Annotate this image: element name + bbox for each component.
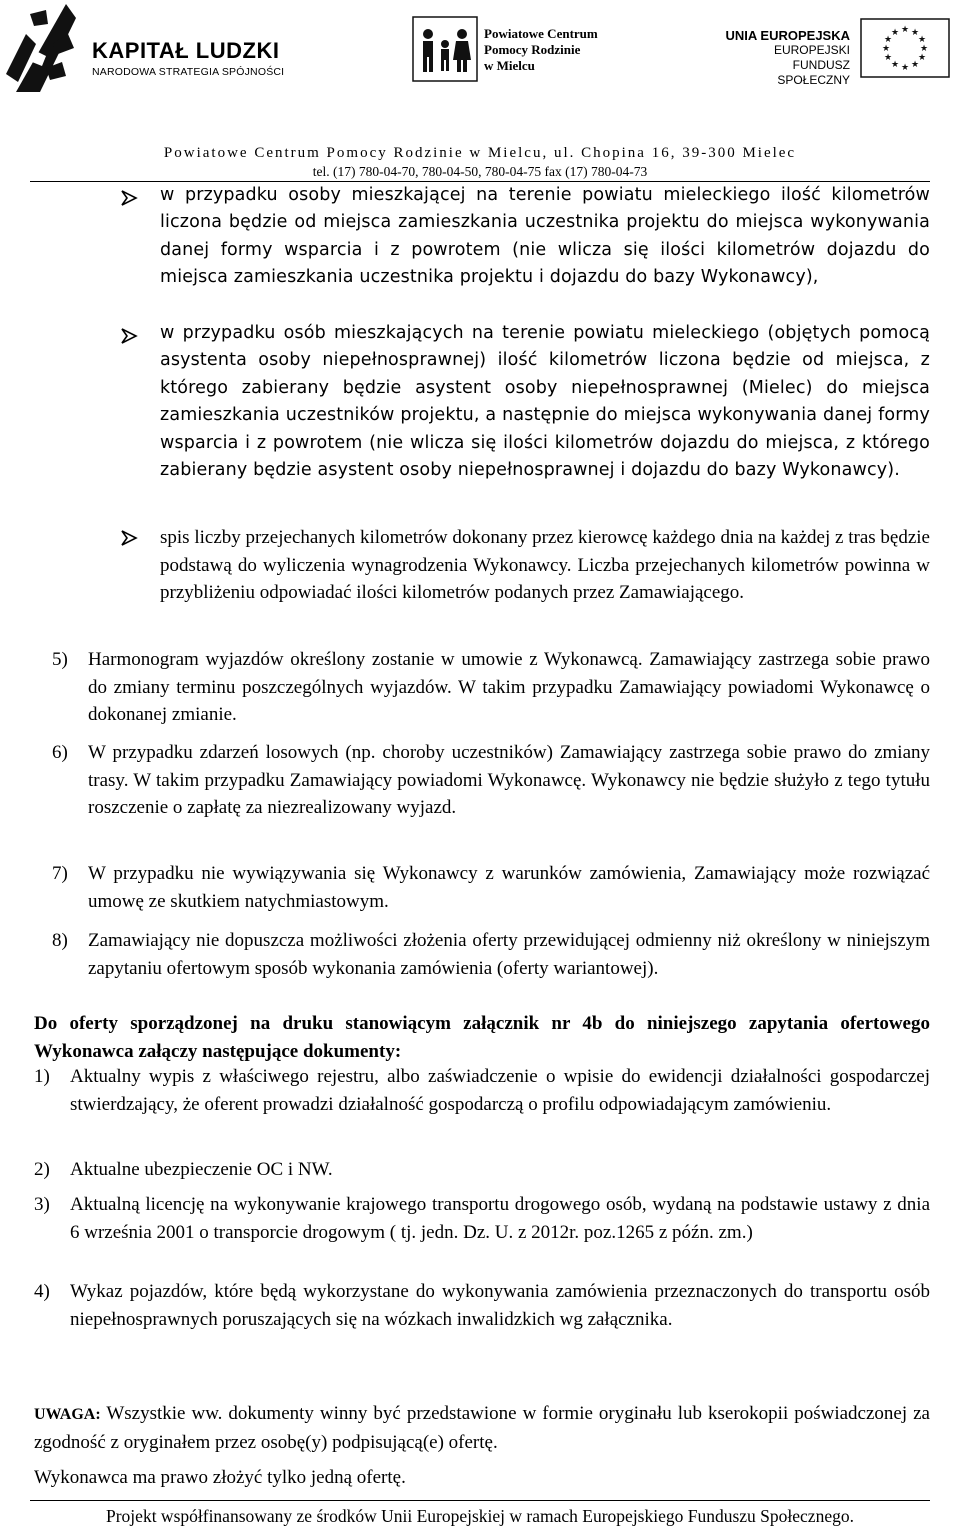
footer-text: Projekt współfinansowany ze środków Unii Europejskiej w ramach Europejskiego Funduszu Społecznego. <box>106 1506 854 1526</box>
eu-logo <box>720 18 956 87</box>
pcpr-logo <box>412 16 642 86</box>
eu-line-2: EUROPEJSKI <box>773 43 850 57</box>
point-text: W przypadku nie wywiązywania się Wykonawcy z warunków zamówienia, Zamawiający może rozwiązać umowę ze skutkiem natychmiastowym. <box>88 863 930 912</box>
svg-text:★: ★ <box>917 35 927 45</box>
family-icon <box>412 16 478 82</box>
kapital-ludzki-emblem-icon <box>6 4 86 94</box>
point-number: 6) <box>52 742 68 763</box>
point-number: 7) <box>52 863 68 884</box>
address-line: Powiatowe Centrum Pomocy Rodzinie w Mielcu, ul. Chopina 16, 39-300 Mielec <box>163 145 797 161</box>
svg-text:★: ★ <box>900 25 910 35</box>
header-logos <box>0 0 960 110</box>
bullet-item: w przypadku osób mieszkających na terenie powiatu mieleckiego (objętych pomocą asystenta osoby niepełnosprawnej) ilość kilometrów liczona będzie od miejsca, z którego zabierany będzie asystent osoby niepełnosprawnej (Mielec) do miejsca zamieszkania uczestników projektu, a następnie do miejsca wykonywania danej formy wsparcia i z powrotem (nie wlicza się ilości kilometrów dojazdu do miejsca, z którego zabierany będzie asystent osoby niepełnosprawnej i dojazdu do bazy Wykonawcy). <box>160 323 930 481</box>
footer-divider <box>30 1500 930 1501</box>
eu-line-3: FUNDUSZ SPOŁECZNY <box>777 58 850 87</box>
document-text: Aktualne ubezpieczenie OC i NW. <box>70 1159 333 1180</box>
pcpr-name <box>484 26 598 74</box>
document-text: Aktualną licencję na wykonywanie krajowego transportu drogowego osób, wydaną na podstawie ustawy z dnia 6 września 2001 o transporcie drogowym ( tj. jedn. Dz. U. z 2012r. poz.1265 z późn. zm.) <box>70 1194 930 1243</box>
point-number: 5) <box>52 649 68 670</box>
pcpr-line-2: Pomocy Rodzinie <box>484 42 581 57</box>
kapital-ludzki-logo <box>6 4 306 94</box>
svg-text:★: ★ <box>910 60 920 70</box>
point-text: Zamawiający nie dopuszcza możliwości złożenia oferty przewidującej odmienny niż określony w niniejszym zapytaniu ofertowym sposób wykonania zamówienia (oferty wariantowej). <box>88 930 930 979</box>
kl-title: KAPITAŁ LUDZKI <box>92 38 280 63</box>
phone-line: tel. (17) 780-04-70, 780-04-50, 780-04-75 fax (17) 780-04-73 <box>312 164 648 179</box>
svg-text:★: ★ <box>890 28 900 38</box>
arrow-bullet-icon <box>120 530 138 546</box>
document-text: Aktualny wypis z właściwego rejestru, albo zaświadczenie o wpisie do ewidencji działalności gospodarczej stwierdzający, że oferent prowadzi działalność gospodarczą o profilu odpowiadającym zamówieniu. <box>70 1066 930 1115</box>
kl-subtitle: NARODOWA STRATEGIA SPÓJNOŚCI <box>92 66 285 78</box>
pcpr-line-3: w Mielcu <box>484 58 535 73</box>
note-paragraph <box>34 1400 930 1456</box>
eu-text <box>720 28 850 88</box>
svg-text:★: ★ <box>883 53 893 63</box>
single-offer-note: Wykonawca ma prawo złożyć tylko jedną ofertę. <box>34 1467 406 1488</box>
document-number: 4) <box>34 1281 50 1302</box>
bullet-item: w przypadku osoby mieszkającej na terenie powiatu mieleckiego ilość kilometrów liczona będzie od miejsca zamieszkania uczestnika projektu do miejsca wykonywania danej formy wsparcia i z powrotem (nie wlicza się ilości kilometrów dojazdu do miejsca zamieszkania uczestnika projektu i dojazdu do bazy Wykonawcy), <box>160 185 930 288</box>
note-label: UWAGA: <box>34 1406 101 1423</box>
point-number: 8) <box>52 930 68 951</box>
eu-flag-icon <box>860 18 950 78</box>
pcpr-line-1: Powiatowe Centrum <box>484 26 598 41</box>
arrow-bullet-icon <box>120 328 138 344</box>
point-text: Harmonogram wyjazdów określony zostanie w umowie z Wykonawcą. Zamawiający zastrzega sobie prawo do zmiany terminu poszczególnych wyjazdów. W takim przypadku Zamawiający powiadomi Wykonawcę o dokonanej zmianie. <box>88 649 930 726</box>
bullet-item: spis liczby przejechanych kilometrów dokonany przez kierowcę każdego dnia na każdej z tras będzie podstawą do wyliczenia wynagrodzenia Wykonawcy. Liczba przejechanych kilometrów powinna w przybliżeniu odpowiadać ilości kilometrów podanych przez Zamawiającego. <box>160 527 930 604</box>
note-text: Wszystkie ww. dokumenty winny być przedstawione w formie oryginału lub kserokopii poświadczonej za zgodność z oryginałem przez osobę(y) podpisującą(e) ofertę. <box>34 1403 930 1453</box>
svg-text:★: ★ <box>919 44 929 54</box>
svg-text:★: ★ <box>900 63 910 73</box>
arrow-bullet-icon <box>120 190 138 206</box>
eu-line-1: UNIA EUROPEJSKA <box>725 28 850 43</box>
svg-text:★: ★ <box>883 35 893 45</box>
svg-text:★: ★ <box>910 28 920 38</box>
document-text: Wykaz pojazdów, które będą wykorzystane do wykonywania zamówienia przeznaczonych do transportu osób niepełnosprawnych poruszających się na wózkach inwalidzkich wg załącznika. <box>70 1281 930 1330</box>
document-number: 3) <box>34 1194 50 1215</box>
document-number: 2) <box>34 1159 50 1180</box>
svg-text:★: ★ <box>890 60 900 70</box>
point-text: W przypadku zdarzeń losowych (np. choroby uczestników) Zamawiający zastrzega sobie prawo do zmiany trasy. W takim przypadku Zamawiający powiadomi Wykonawcę. Wykonawcy nie będzie służyło z tego tytułu roszczenie o zapłatę za niezrealizowany wyjazd. <box>88 742 930 819</box>
svg-text:★: ★ <box>917 53 927 63</box>
document-number: 1) <box>34 1066 50 1087</box>
documents-heading: Do oferty sporządzonej na druku stanowiącym załącznik nr 4b do niniejszego zapytania ofertowego Wykonawca załączy następujące dokumenty: <box>34 1013 930 1062</box>
svg-text:★: ★ <box>881 44 891 54</box>
